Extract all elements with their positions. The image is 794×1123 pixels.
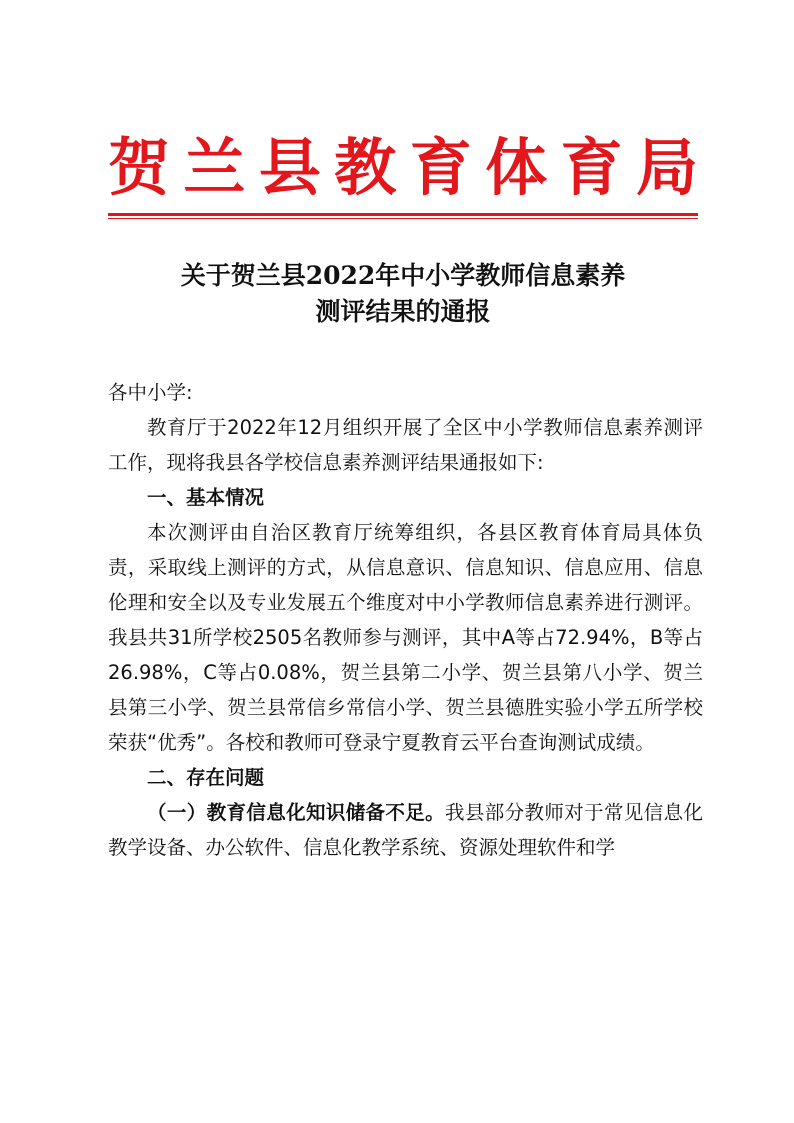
header-divider-thick [108, 213, 698, 216]
header-char: 育 [409, 131, 472, 204]
header-divider-thin [108, 218, 698, 219]
header-char: 贺 [108, 131, 171, 204]
header-char: 教 [334, 131, 397, 204]
header-char: 体 [485, 131, 548, 204]
salutation: 各中小学: [108, 381, 193, 404]
header-char: 县 [258, 131, 321, 204]
header-char: 兰 [183, 131, 246, 204]
subsection-lead: （一）教育信息化知识储备不足。 [147, 801, 446, 824]
title-line-2: 测评结果的通报 [315, 297, 491, 326]
section-heading-basic-situation: 一、基本情况 [147, 486, 265, 509]
document-body [108, 375, 703, 865]
title-line-1: 关于贺兰县2022年中小学教师信息素养 [180, 261, 626, 290]
section-paragraph-basic-situation: 本次测评由自治区教育厅统筹组织，各县区教育体育局具体负责，采取线上测评的方式，从信息意识、信息知识、信息应用、信息伦理和安全以及专业发展五个维度对中小学教师信息素养进行测评。我县共31所学校2505名教师参与测评，其中A等占72.94%，B等占26.98%，C等占0.08%，贺兰县第二小学、贺兰县第八小学、贺兰县第三小学、贺兰县常信乡常信小学、贺兰县德胜实验小学五所学校荣获“优秀”。各校和教师可登录宁夏教育云平台查询测试成绩。 [108, 521, 703, 754]
document-title [108, 258, 698, 330]
subsection-paragraph [108, 795, 703, 865]
header-char: 局 [635, 131, 698, 204]
intro-paragraph: 教育厅于2022年12月组织开展了全区中小学教师信息素养测评工作，现将我县各学校信息素养测评结果通报如下: [108, 416, 703, 474]
header-char: 育 [560, 131, 623, 204]
section-heading-problems: 二、存在问题 [147, 766, 265, 789]
issuing-authority-header [108, 128, 698, 208]
subsection-text: 我县部分教师对于常见信息化教学设备、办公软件、信息化教学系统、资源处理软件和学 [108, 801, 703, 859]
